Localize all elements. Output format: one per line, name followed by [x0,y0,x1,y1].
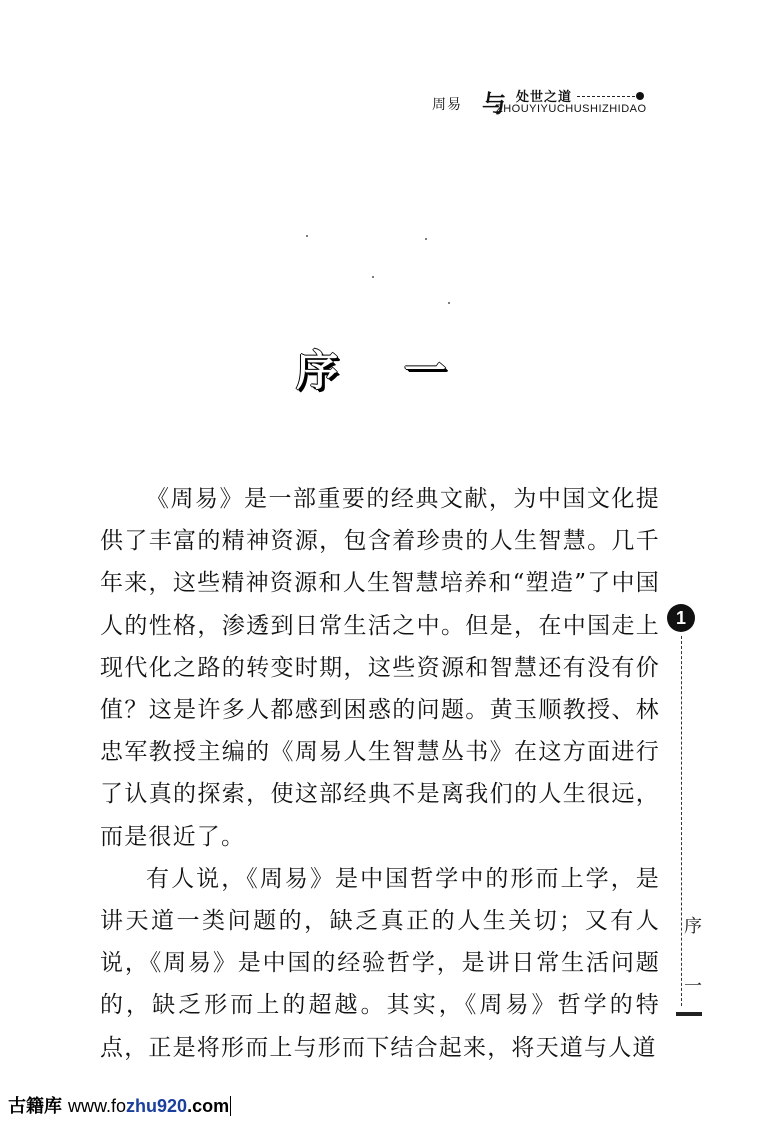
header-dashed-rule [577,96,635,97]
header-connector: 与 [482,89,506,118]
paragraph: 《周易》是一部重要的经典文献，为中国文化提供了丰富的精神资源，包含着珍贵的人生智慧。几千年来，这些精神资源和人生智慧培养和“塑造”了中国人的性格，渗透到日常生活之中。但是，在中国走上现代化之路的转变时期，这些资源和智慧还有没有价值？这是许多人都感到困惑的问题。黄玉顺教授、林忠军教授主编的《周易人生智慧丛书》在这方面进行了认真的探索，使这部经典不是离我们的人生很远，而是很近了。 [100,486,660,850]
side-dashed-line [681,636,682,1006]
chapter-title [296,338,456,398]
footer-site-name: 古籍库 [8,1096,62,1116]
side-bar [676,1012,702,1016]
side-section-label: 序 [684,910,702,940]
paragraph: 有人说，《周易》是中国哲学中的形而上学，是讲天道一类问题的，缺乏真正的人生关切；又有人说，《周易》是中国的经验哲学，是讲日常生活问题的，缺乏形而上的超越。其实，《周易》哲学的特点，正是将形而上与形而下结合起来，将天道与人道 [100,865,660,1061]
chapter-title-char1: 序 [296,346,339,395]
side-page-marker [664,600,704,1030]
header-book-title: 周易 [432,97,462,113]
page-number-badge: 1 [667,604,695,632]
running-header [432,90,662,130]
footer-watermark [8,1092,231,1118]
body-text [100,478,660,1069]
footer-url-end: .com [187,1096,230,1116]
header-subtitle-en: ZHOUYIYUCHUSHIZHIDAO [496,103,647,115]
footer-url-start: www.fo [68,1096,127,1116]
chapter-title-char2: 一 [404,346,447,395]
header-subtitle-cn: 处世之道 [516,90,573,105]
footer-url-mid: zhu920 [126,1096,188,1116]
side-page-mark: 一 [684,976,702,997]
header-dot-icon [636,92,644,100]
